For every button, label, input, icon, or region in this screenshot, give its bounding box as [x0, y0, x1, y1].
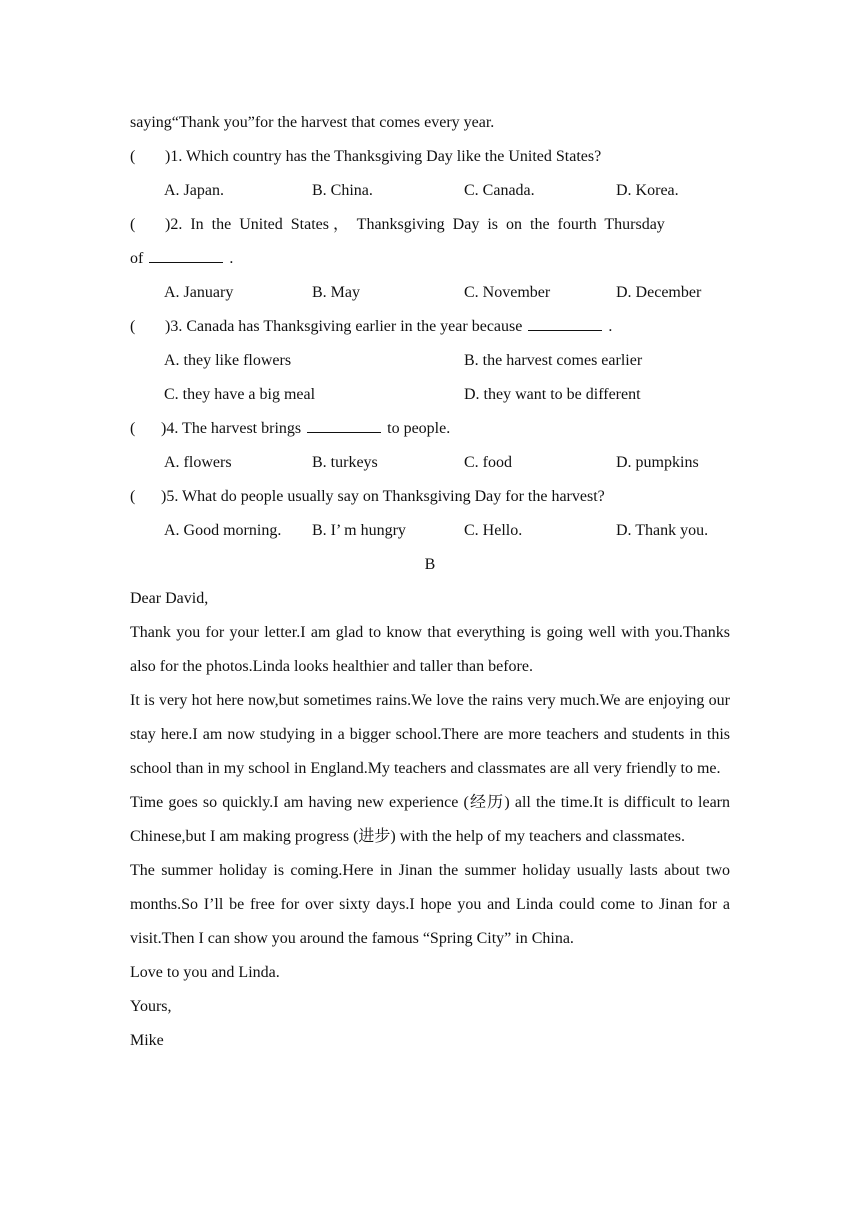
- question-2-prefix: of: [130, 250, 144, 267]
- section-heading: B: [424, 556, 436, 573]
- question-4-suffix: to people.: [387, 420, 451, 437]
- question-3: [130, 310, 730, 344]
- question-1-options: [130, 174, 730, 208]
- letter-paragraph: Thank you for your letter.I am glad to know that everything is going well with you.Thanks also for the photos.Linda looks healthier and taller than before.: [130, 624, 730, 675]
- answer-paren[interactable]: (: [130, 318, 136, 335]
- answer-paren[interactable]: (: [130, 488, 136, 505]
- question-1: [130, 140, 730, 174]
- question-5: [130, 480, 730, 514]
- option-a: A. Good morning.: [164, 522, 282, 539]
- question-4: [130, 412, 730, 446]
- question-2-options: [130, 276, 730, 310]
- letter-sign-off: Yours,: [130, 998, 172, 1015]
- letter-paragraph: It is very hot here now,but sometimes rains.We love the rains very much.We are enjoying our stay here.I am now studying in a bigger school.There are more teachers and students in this school than in my school in England.My teachers and classmates are all very friendly to me.: [130, 692, 730, 777]
- question-2-line2: [130, 242, 730, 276]
- option-a: A. they like flowers: [164, 352, 292, 369]
- answer-blank[interactable]: [528, 312, 602, 331]
- letter-greeting: Dear David,: [130, 590, 209, 607]
- intro-tail: saying“Thank you”for the harvest that comes every year.: [130, 114, 495, 131]
- option-d: D. Korea.: [616, 182, 679, 199]
- option-b: B. I’ m hungry: [312, 522, 406, 539]
- letter-paragraph: Time goes so quickly.I am having new experience (经历) all the time.It is difficult to learn Chinese,but I am making progress (进步) with the help of my teachers and classmates.: [130, 794, 730, 845]
- question-2-text: )2. In the United States ， Thanksgiving Day is on the fourth Thursday: [165, 216, 665, 233]
- question-3-line: [165, 310, 612, 344]
- option-a: A. flowers: [164, 454, 232, 471]
- option-c: C. Hello.: [464, 522, 523, 539]
- letter-signature: Mike: [130, 1032, 164, 1049]
- question-1-text: )1. Which country has the Thanksgiving Day like the United States?: [165, 148, 602, 165]
- document-page: [130, 106, 730, 1058]
- question-3-text: )3. Canada has Thanksgiving earlier in the year because: [165, 318, 523, 335]
- question-2-suffix: .: [229, 250, 234, 267]
- answer-blank[interactable]: [149, 244, 223, 263]
- letter-paragraph: The summer holiday is coming.Here in Jinan the summer holiday usually lasts about two months.So I’ll be free for over sixty days.I hope you and Linda could come to Jinan for a visit.Then I can show you around the famous “Spring City” in China.: [130, 862, 730, 947]
- answer-paren[interactable]: (: [130, 420, 136, 437]
- question-4-line: [161, 412, 450, 446]
- question-3-options-row1: [130, 344, 730, 378]
- option-b: B. May: [312, 284, 360, 301]
- question-4-text: )4. The harvest brings: [161, 420, 302, 437]
- option-d: D. they want to be different: [464, 386, 641, 403]
- option-c: C. Canada.: [464, 182, 535, 199]
- option-b: B. the harvest comes earlier: [464, 352, 643, 369]
- question-4-options: [130, 446, 730, 480]
- question-5-text: )5. What do people usually say on Thanksgiving Day for the harvest?: [161, 488, 605, 505]
- option-c: C. November: [464, 284, 551, 301]
- answer-blank[interactable]: [307, 414, 381, 433]
- option-c: C. food: [464, 454, 512, 471]
- option-c: C. they have a big meal: [164, 386, 316, 403]
- answer-paren[interactable]: (: [130, 216, 136, 233]
- option-a: A. Japan.: [164, 182, 224, 199]
- question-5-options: [130, 514, 730, 548]
- option-a: A. January: [164, 284, 234, 301]
- option-b: B. China.: [312, 182, 373, 199]
- answer-paren[interactable]: (: [130, 148, 136, 165]
- letter-closing-line: Love to you and Linda.: [130, 964, 280, 981]
- question-3-options-row2: [130, 378, 730, 412]
- question-3-suffix: .: [608, 318, 613, 335]
- question-2: [130, 208, 730, 242]
- option-d: D. December: [616, 284, 702, 301]
- option-b: B. turkeys: [312, 454, 378, 471]
- option-d: D. pumpkins: [616, 454, 699, 471]
- option-d: D. Thank you.: [616, 522, 709, 539]
